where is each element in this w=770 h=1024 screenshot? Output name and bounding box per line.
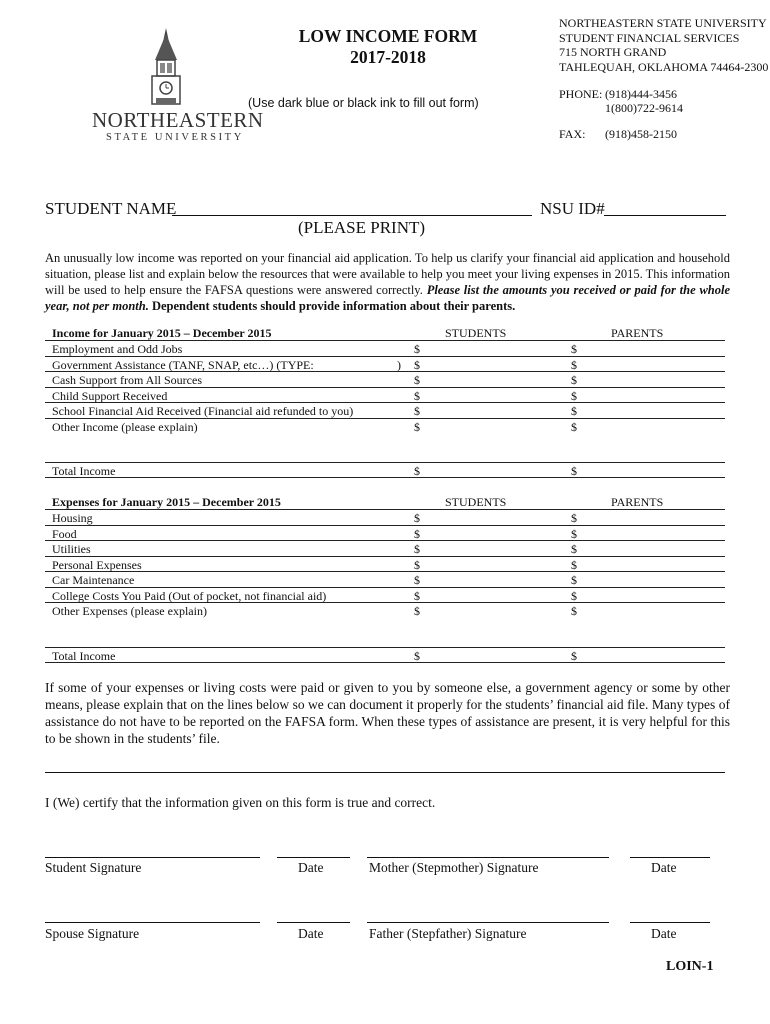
- date-label: Date: [298, 860, 324, 875]
- type-close-paren: ): [397, 357, 401, 372]
- row-label: Food: [52, 526, 77, 541]
- student-amount-field[interactable]: $: [414, 464, 420, 478]
- table-row: [45, 603, 725, 619]
- phone-number-1: (918)444-3456: [605, 87, 677, 101]
- expense-header-label: Expenses for January 2015 – December 2015: [52, 495, 281, 509]
- fax-number: (918)458-2150: [605, 127, 677, 141]
- row-label: Other Income (please explain): [52, 419, 198, 434]
- student-amount-field[interactable]: $: [414, 604, 420, 618]
- table-row: [45, 357, 725, 373]
- father-date-line[interactable]: [630, 922, 710, 923]
- table-row: [45, 372, 725, 388]
- parent-amount-field[interactable]: $: [571, 573, 577, 587]
- logo-subtitle: STATE UNIVERSITY: [106, 132, 244, 143]
- date-label: Date: [651, 860, 677, 875]
- father-signature-line[interactable]: [367, 922, 609, 923]
- student-amount-field[interactable]: $: [414, 357, 420, 372]
- row-label: Child Support Received: [52, 388, 168, 403]
- table-row: [45, 541, 725, 557]
- spouse-signature-label: Spouse Signature: [45, 926, 140, 941]
- student-amount-field[interactable]: $: [414, 573, 420, 587]
- parent-amount-field[interactable]: $: [571, 419, 577, 434]
- students-column-header: STUDENTS: [445, 326, 507, 340]
- expense-table: [45, 494, 725, 664]
- student-amount-field[interactable]: $: [414, 588, 420, 603]
- contact-city: TAHLEQUAH, OKLAHOMA 74464-2300: [559, 59, 769, 74]
- form-title: LOW INCOME FORM: [298, 26, 478, 46]
- intro-emphasis: Please list the amounts you received or paid for the whole year, not per month.: [45, 283, 730, 313]
- parent-amount-field[interactable]: $: [571, 557, 577, 572]
- student-amount-field[interactable]: $: [414, 388, 420, 403]
- mother-date-line[interactable]: [630, 857, 710, 858]
- student-signature-label: Student Signature: [45, 860, 142, 875]
- father-signature-label: Father (Stepfather) Signature: [369, 926, 527, 941]
- table-row: [45, 510, 725, 526]
- university-logo: [86, 28, 264, 146]
- table-row: [45, 572, 725, 588]
- logo-name: NORTHEASTERN: [92, 108, 264, 132]
- intro-text: An unusually low income was reported on your financial aid application. To help us clarify your financial aid application and household situation, please list and explain below the resources that were available to help you meet your living expenses in 2015. This information will be used to help ensure the FAFSA questions were answered correctly.: [45, 251, 730, 297]
- expense-total-label: Total Income: [52, 649, 116, 663]
- spouse-date-line[interactable]: [277, 922, 350, 923]
- row-label: Car Maintenance: [52, 573, 135, 587]
- student-amount-field[interactable]: $: [414, 419, 420, 434]
- table-row: [45, 588, 725, 604]
- student-amount-field[interactable]: $: [414, 526, 420, 541]
- student-name-field[interactable]: [172, 215, 532, 216]
- student-amount-field[interactable]: $: [414, 342, 420, 356]
- mother-signature-label: Mother (Stepmother) Signature: [369, 860, 539, 875]
- student-amount-field[interactable]: $: [414, 649, 420, 663]
- contact-dept: STUDENT FINANCIAL SERVICES: [559, 30, 740, 45]
- students-column-header: STUDENTS: [445, 495, 507, 509]
- fax-label: FAX:: [559, 127, 586, 141]
- parents-column-header: PARENTS: [611, 495, 664, 509]
- contact-org: NORTHEASTERN STATE UNIVERSITY: [559, 16, 767, 30]
- explanation-line[interactable]: [45, 772, 725, 773]
- spouse-signature-line[interactable]: [45, 922, 260, 923]
- clock-tower-icon: [145, 28, 187, 106]
- parent-amount-field[interactable]: $: [571, 542, 577, 556]
- student-amount-field[interactable]: $: [414, 511, 420, 525]
- student-name-label: STUDENT NAME: [45, 199, 177, 218]
- parent-amount-field[interactable]: $: [571, 404, 577, 418]
- parent-amount-field[interactable]: $: [571, 388, 577, 403]
- nsu-id-label: NSU ID#: [540, 199, 605, 218]
- student-amount-field[interactable]: $: [414, 542, 420, 556]
- row-label: College Costs You Paid (Out of pocket, not financial aid): [52, 588, 327, 603]
- student-amount-field[interactable]: $: [414, 404, 420, 418]
- table-row: [45, 557, 725, 573]
- parent-amount-field[interactable]: $: [571, 526, 577, 541]
- student-date-line[interactable]: [277, 857, 350, 858]
- student-signature-line[interactable]: [45, 857, 260, 858]
- mother-signature-line[interactable]: [367, 857, 609, 858]
- date-label: Date: [651, 926, 677, 941]
- income-table: [45, 325, 725, 480]
- table-row: [45, 341, 725, 357]
- expense-table-header: [45, 494, 725, 510]
- table-row: [45, 526, 725, 542]
- parent-amount-field[interactable]: $: [571, 604, 577, 618]
- form-year: 2017-2018: [350, 47, 426, 67]
- contact-block: [559, 16, 768, 74]
- income-total-row: [45, 462, 725, 478]
- intro-paragraph: [45, 250, 730, 314]
- row-label: Cash Support from All Sources: [52, 373, 202, 387]
- table-row: [45, 388, 725, 404]
- certification-statement: I (We) certify that the information given on this form is true and correct.: [45, 795, 436, 810]
- row-label: Utilities: [52, 542, 91, 556]
- income-header-label: Income for January 2015 – December 2015: [52, 326, 272, 340]
- phone-number-2: 1(800)722-9614: [605, 101, 683, 115]
- ink-instruction: (Use dark blue or black ink to fill out form): [248, 96, 479, 110]
- assistance-paragraph: If some of your expenses or living costs were paid or given to you by someone else, a government agency or some by other means, please explain that on the lines below so we can document it properly for the students’ financial aid file. Many types of assistance do not have to be reported on the FAFSA form. When these types of assistance are present, it is very helpful for this to be shown in the students’ file.: [45, 680, 730, 746]
- nsu-id-field[interactable]: [604, 215, 726, 216]
- income-table-header: [45, 325, 725, 341]
- parent-amount-field[interactable]: $: [571, 649, 577, 663]
- phone-label: PHONE:: [559, 87, 603, 101]
- table-row: [45, 419, 725, 435]
- income-total-label: Total Income: [52, 464, 116, 478]
- parent-amount-field[interactable]: $: [571, 357, 577, 372]
- row-label: Personal Expenses: [52, 557, 142, 572]
- parent-amount-field[interactable]: $: [571, 464, 577, 478]
- contact-street: 715 NORTH GRAND: [559, 45, 667, 59]
- student-amount-field[interactable]: $: [414, 557, 420, 572]
- row-label: Other Expenses (please explain): [52, 604, 207, 618]
- row-label: School Financial Aid Received (Financial aid refunded to you): [52, 404, 354, 418]
- table-row: [45, 403, 725, 419]
- parent-amount-field[interactable]: $: [571, 511, 577, 525]
- row-label: Housing: [52, 511, 93, 525]
- expense-total-row: [45, 647, 725, 663]
- parent-amount-field[interactable]: $: [571, 373, 577, 387]
- parents-column-header: PARENTS: [611, 326, 664, 340]
- intro-bold: Dependent students should provide information about their parents.: [148, 299, 516, 313]
- please-print-note: (PLEASE PRINT): [298, 218, 426, 237]
- parent-amount-field[interactable]: $: [571, 588, 577, 603]
- form-id: LOIN-1: [666, 959, 714, 974]
- student-amount-field[interactable]: $: [414, 373, 420, 387]
- row-label: Employment and Odd Jobs: [52, 342, 183, 356]
- date-label: Date: [298, 926, 324, 941]
- row-label: Government Assistance (TANF, SNAP, etc…) (TYPE:: [52, 357, 314, 372]
- parent-amount-field[interactable]: $: [571, 342, 577, 356]
